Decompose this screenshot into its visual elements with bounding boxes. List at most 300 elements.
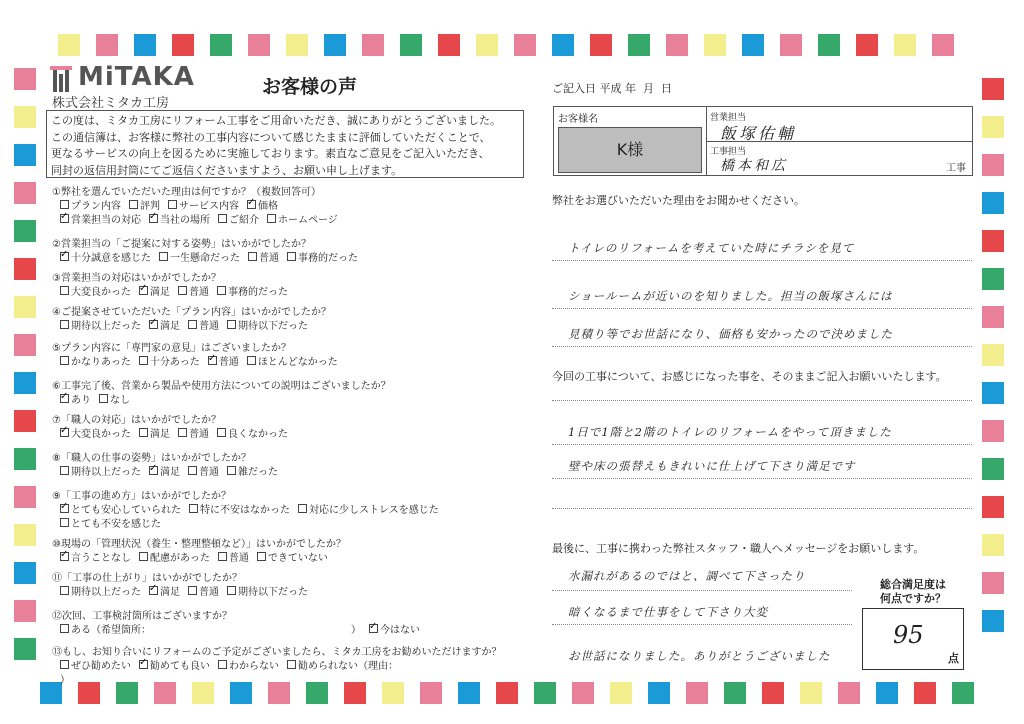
checkbox-icon[interactable] (267, 214, 276, 223)
option[interactable] (60, 552, 131, 566)
option[interactable] (248, 252, 279, 266)
border-square (982, 534, 1004, 556)
intro-line: この通信簿は、お客様に弊社の工事内容について感じたままに評価していただくことで、 (51, 130, 491, 144)
question-text: ⑤プラン内容に「専門家の意見」はございましたか？ (52, 343, 291, 354)
question-11 (52, 572, 552, 600)
option-label: 特に不安はなかった (200, 505, 290, 516)
border-square (14, 600, 36, 622)
intro-line: 更なるサービスの向上を図るために実施しております。素直なご意見をご記入いただき、 (51, 147, 490, 160)
question-text: ③営業担当の対応はいかがでしたか？ (52, 273, 221, 284)
border-square (14, 638, 36, 660)
option[interactable] (60, 624, 151, 638)
border-square (14, 106, 36, 128)
option[interactable] (257, 552, 328, 566)
option[interactable] (218, 660, 279, 674)
option[interactable] (149, 586, 180, 600)
option-label: とても不安を感じた (71, 519, 161, 530)
option[interactable] (60, 518, 161, 532)
option[interactable] (60, 214, 141, 228)
option-label: 満足 (150, 287, 170, 298)
option-label: わからない (229, 661, 279, 672)
option-label: 十分あった (149, 357, 200, 368)
border-square (14, 486, 36, 508)
option[interactable] (149, 214, 210, 228)
checkbox-icon[interactable] (247, 356, 256, 365)
checkbox-icon[interactable] (248, 252, 257, 261)
option[interactable] (188, 586, 219, 600)
border-square (14, 448, 36, 470)
checked-box-icon[interactable] (247, 200, 256, 209)
border-square (982, 496, 1004, 518)
date-day-unit: 日 (661, 82, 672, 95)
option-label: 価格 (258, 201, 278, 212)
handwritten-line: 1日で1階と2階のトイレのリフォームをやって頂きました (568, 425, 892, 439)
option-row (52, 252, 552, 266)
customer-label: お客様名 (558, 114, 598, 125)
question-5 (52, 342, 552, 370)
border-square (14, 68, 36, 90)
option-label: 勧めても良い (150, 661, 210, 672)
option[interactable] (287, 252, 358, 266)
option-label: 営業担当の対応 (71, 215, 141, 226)
option-label: 満足 (160, 321, 180, 332)
option-label: 期待以下だった (238, 587, 308, 598)
company-logo (50, 62, 210, 110)
option-row (52, 624, 552, 638)
option-row (52, 518, 552, 532)
option[interactable] (60, 286, 131, 300)
option[interactable] (60, 356, 131, 370)
border-square (648, 682, 670, 704)
option[interactable] (60, 660, 131, 674)
border-square (14, 296, 36, 318)
work-suffix: 工事 (946, 163, 966, 174)
border-square (552, 34, 574, 56)
option-label: 期待以上だった (71, 467, 141, 478)
option[interactable] (247, 200, 278, 214)
option-label: 普通 (199, 467, 219, 478)
customer-name: K様 (558, 127, 702, 173)
option-label: 配慮があった (150, 553, 210, 564)
work-name: 橋本和広 (720, 158, 788, 174)
option-label: 普通 (189, 429, 209, 440)
question-text: ⑪「工事の仕上がり」はいかがでしたか？ (52, 573, 242, 584)
border-square (982, 116, 1004, 138)
option[interactable] (60, 320, 141, 334)
checkbox-icon[interactable] (60, 356, 69, 365)
option-label: 事務的だった (228, 287, 288, 298)
option[interactable] (217, 428, 288, 442)
section-heading: 今回の工事について、お感じになった事を、そのままご記入お願いいたします。 (552, 370, 947, 383)
option[interactable] (178, 428, 209, 442)
sales-label: 営業担当 (710, 113, 747, 123)
checked-box-icon[interactable] (60, 552, 69, 561)
border-square (610, 682, 632, 704)
option-row (52, 504, 552, 518)
option-label: 普通 (228, 553, 249, 564)
option-label: 普通 (218, 357, 239, 368)
option[interactable] (369, 624, 420, 638)
option-row (52, 394, 552, 408)
option-label: 期待以上だった (71, 587, 141, 598)
option-label: 普通 (199, 587, 219, 598)
option-label: 満足 (160, 587, 180, 598)
border-square (572, 682, 594, 704)
checkbox-icon[interactable] (218, 552, 227, 561)
checked-box-icon[interactable] (60, 394, 69, 403)
page-title: お客様の声 (262, 76, 358, 98)
checkbox-icon[interactable] (60, 200, 69, 209)
option-label: 普通 (259, 253, 279, 264)
question-1 (52, 186, 552, 228)
checkbox-icon[interactable] (60, 518, 69, 527)
question-10 (52, 538, 552, 566)
score-label-line: 何点ですか？ (880, 592, 946, 605)
checkbox-icon[interactable] (60, 286, 69, 295)
border-square (14, 144, 36, 166)
border-square (762, 682, 784, 704)
question-text: ⑥工事完了後、営業から製品や使用方法についての説明はございましたか？ (52, 381, 391, 392)
checkbox-icon[interactable] (287, 252, 296, 261)
option[interactable] (218, 214, 259, 228)
question-text: ⑦「職人の対応」はいかがでしたか？ (52, 415, 221, 426)
option-label: 大変良かった (71, 287, 131, 298)
option[interactable] (139, 286, 170, 300)
option-label: 当社の場所 (160, 215, 210, 226)
option-label: 勧められない（理由： (298, 661, 398, 672)
checkbox-icon[interactable] (60, 660, 69, 669)
checkbox-icon[interactable] (159, 252, 168, 261)
option-label: 対応に少しストレスを感じた (309, 505, 439, 516)
question-13 (52, 646, 552, 688)
option[interactable] (351, 624, 361, 638)
question-8 (52, 452, 552, 480)
option-label: 大変良かった (71, 429, 131, 440)
option-label: 普通 (199, 321, 219, 332)
option-label: プラン内容 (71, 201, 121, 212)
logo-brand: MiTAKA (78, 62, 195, 92)
checkbox-icon[interactable] (139, 356, 148, 365)
option[interactable] (60, 252, 151, 266)
option[interactable] (159, 252, 240, 266)
border-square (590, 34, 612, 56)
option-label: なし (110, 395, 130, 406)
sales-name: 飯塚佑輔 (720, 124, 797, 143)
border-square (476, 34, 498, 56)
checkbox-icon[interactable] (139, 428, 148, 437)
checked-box-icon[interactable] (208, 356, 217, 365)
border-square (780, 34, 802, 56)
option[interactable] (60, 466, 141, 480)
question-4 (52, 306, 552, 334)
option-row (52, 286, 552, 300)
option[interactable] (178, 286, 209, 300)
border-square (982, 154, 1004, 176)
logo-company: 株式会社ミタカ工房 (52, 96, 170, 111)
option[interactable] (60, 504, 181, 518)
option[interactable] (218, 552, 249, 566)
handwritten-line: お世話になりました。ありがとうございました (568, 649, 831, 663)
score-label-line: 総合満足度は (880, 578, 946, 591)
border-square (58, 34, 80, 56)
checkbox-icon[interactable] (218, 660, 227, 669)
question-12 (52, 610, 552, 638)
option[interactable] (287, 660, 398, 674)
option[interactable] (60, 428, 131, 442)
option-label: 普通 (189, 287, 209, 298)
border-square (982, 458, 1004, 480)
border-square (362, 34, 384, 56)
border-square (952, 682, 974, 704)
border-square (982, 268, 1004, 290)
entry-date (552, 80, 672, 96)
option[interactable] (60, 394, 91, 408)
option[interactable] (227, 466, 278, 480)
option[interactable] (149, 320, 180, 334)
border-square (96, 34, 118, 56)
ruled-line (552, 308, 972, 309)
border-square (400, 34, 422, 56)
checkbox-icon[interactable] (60, 586, 69, 595)
intro-line: 同封の返信用封筒にてご返信くださいますよう、お願い申し上げます。 (51, 163, 403, 177)
checkbox-icon[interactable] (60, 320, 69, 329)
ruled-line (552, 478, 972, 479)
option-row (52, 356, 552, 370)
option[interactable] (149, 466, 180, 480)
option-label: 一生懸命だった (170, 253, 240, 264)
score-label (862, 578, 964, 606)
border-square (894, 34, 916, 56)
question-9 (52, 490, 552, 532)
option-label: 今はない (380, 625, 420, 636)
option[interactable] (139, 552, 210, 566)
option-label: サービス内容 (179, 201, 239, 212)
option-label: ぜひ勧めたい (71, 661, 131, 672)
checkbox-icon[interactable] (189, 504, 198, 513)
border-square (14, 372, 36, 394)
checkbox-icon[interactable] (178, 286, 187, 295)
option[interactable] (168, 200, 239, 214)
border-square (982, 420, 1004, 442)
checked-box-icon[interactable] (149, 320, 158, 329)
border-square (982, 192, 1004, 214)
border-square (800, 682, 822, 704)
border-square (286, 34, 308, 56)
option[interactable] (139, 660, 210, 674)
option-label: あり (71, 395, 91, 406)
border-square (14, 182, 36, 204)
date-year-unit: 年 (625, 82, 636, 95)
border-square (818, 34, 840, 56)
score-unit: 点 (948, 652, 959, 665)
option-label: 事務的だった (298, 253, 358, 264)
border-square (210, 34, 232, 56)
option-label: とても安心していられた (71, 505, 181, 516)
option-label: 満足 (150, 429, 170, 440)
handwritten-line: 水漏れがあるのではと、調べて下さったり (568, 569, 806, 583)
checkbox-icon[interactable] (168, 200, 177, 209)
option[interactable] (227, 320, 308, 334)
border-square (982, 306, 1004, 328)
option[interactable] (188, 466, 219, 480)
option[interactable] (139, 356, 200, 370)
checked-box-icon[interactable] (149, 586, 158, 595)
option[interactable] (298, 504, 439, 518)
checkbox-icon[interactable] (217, 286, 226, 295)
option[interactable] (60, 200, 121, 214)
border-square (14, 334, 36, 356)
option[interactable] (189, 504, 290, 518)
checked-box-icon[interactable] (139, 660, 148, 669)
border-square (982, 610, 1004, 632)
border-square (14, 524, 36, 546)
border-square (856, 34, 878, 56)
ruled-line (552, 260, 972, 261)
border-square (932, 34, 954, 56)
checked-box-icon[interactable] (139, 286, 148, 295)
checkbox-icon[interactable] (257, 552, 266, 561)
question-text: ⑬もし、お知り合いにリフォームのご予定がございましたら、ミタカ工房をお勧めいただけますか？ (52, 647, 502, 658)
option-label: 満足 (160, 467, 180, 478)
question-3 (52, 272, 552, 300)
option-label: 評判 (140, 201, 160, 212)
question-text: ②営業担当の「ご提案に対する姿勢」はいかがでしたか？ (52, 239, 311, 250)
checkbox-icon[interactable] (99, 394, 108, 403)
option-label: ほとんどなかった (257, 357, 338, 368)
option-label: できていない (267, 553, 328, 564)
border-square (14, 258, 36, 280)
score-value: 95 (893, 621, 924, 649)
checked-box-icon[interactable] (60, 252, 69, 261)
ruled-line (552, 444, 972, 445)
ruled-line (552, 346, 972, 347)
handwritten-line: ショールームが近いのを知りました。担当の飯塚さんには (568, 289, 893, 303)
checkbox-icon[interactable] (298, 504, 307, 513)
handwritten-line: 見積り等でお世話になり、価格も安かったので決めました (568, 327, 893, 341)
checkbox-icon[interactable] (188, 466, 197, 475)
checked-box-icon[interactable] (60, 504, 69, 513)
checked-box-icon[interactable] (149, 214, 158, 223)
border-square (172, 34, 194, 56)
section-heading: 弊社をお選びいただいた理由をお聞かせください。 (552, 194, 805, 207)
option-row (52, 200, 552, 214)
checkbox-icon[interactable] (60, 466, 69, 475)
intro-box (46, 110, 524, 178)
checked-box-icon[interactable] (369, 624, 378, 633)
customer-box (553, 106, 973, 176)
checkbox-icon[interactable] (227, 466, 236, 475)
date-month-unit: 月 (643, 82, 654, 95)
border-square (838, 682, 860, 704)
border-square (982, 230, 1004, 252)
option-label: 期待以下だった (238, 321, 308, 332)
option-label: かなりあった (71, 357, 131, 368)
option-label: ホームページ (278, 215, 338, 226)
option[interactable] (60, 674, 70, 688)
option-label: 言うことなし (71, 553, 131, 564)
score-box (862, 608, 964, 670)
option-label: ） (60, 675, 70, 686)
border-square (666, 34, 688, 56)
border-square (982, 344, 1004, 366)
border-square (14, 220, 36, 242)
border-square (982, 572, 1004, 594)
option-label: 良くなかった (228, 429, 288, 440)
option[interactable] (247, 356, 338, 370)
border-square (248, 34, 270, 56)
ruled-line (552, 508, 972, 509)
border-square (876, 682, 898, 704)
checkbox-icon[interactable] (287, 660, 296, 669)
option[interactable] (188, 320, 219, 334)
checkbox-icon[interactable] (227, 320, 236, 329)
checkbox-icon[interactable] (178, 428, 187, 437)
question-6 (52, 380, 552, 408)
handwritten-line: トイレのリフォームを考えていた時にチラシを見て (568, 241, 855, 255)
intro-line: この度は、ミタカ工房にリフォーム工事をご用命いただき、誠にありがとうございました。 (51, 114, 502, 127)
checkbox-icon[interactable] (218, 214, 227, 223)
handwritten-line: 暗くなるまで仕事をして下さり大変 (568, 605, 768, 619)
option-row (52, 214, 552, 228)
question-text: ⑫次回、工事検討箇所はございますか？ (52, 611, 232, 622)
checkbox-icon[interactable] (188, 586, 197, 595)
border-square (982, 382, 1004, 404)
option-label: ） (351, 625, 361, 636)
checked-box-icon[interactable] (149, 466, 158, 475)
checked-box-icon[interactable] (60, 214, 69, 223)
option[interactable] (99, 394, 130, 408)
checkbox-icon[interactable] (217, 428, 226, 437)
option-row (52, 660, 552, 688)
border-square (514, 34, 536, 56)
option-row (52, 428, 552, 442)
border-square (982, 78, 1004, 100)
option[interactable] (139, 428, 170, 442)
option-row (52, 586, 552, 600)
question-text: ⑩現場の「管理状況（養生・整理整頓など）」はいかがでしたか？ (52, 539, 346, 550)
option[interactable] (60, 586, 141, 600)
date-era: 平成 (599, 82, 622, 95)
option-label: ご紹介 (229, 215, 259, 226)
border-square (742, 34, 764, 56)
option[interactable] (227, 586, 308, 600)
option-label: ある（希望箇所： (71, 625, 151, 636)
option-row (52, 466, 552, 480)
checkbox-icon[interactable] (60, 624, 69, 633)
question-2 (52, 238, 552, 266)
border-square (686, 682, 708, 704)
section-heading: 最後に、工事に携わった弊社スタッフ・職人へメッセージをお願いします。 (552, 542, 925, 555)
checkbox-icon[interactable] (139, 552, 148, 561)
checkbox-icon[interactable] (129, 200, 138, 209)
handwritten-line: 壁や床の張替えもきれいに仕上げて下さり満足です (568, 459, 856, 473)
option[interactable] (267, 214, 338, 228)
border-square (14, 410, 36, 432)
checkbox-icon[interactable] (227, 586, 236, 595)
border-square (704, 34, 726, 56)
checkbox-icon[interactable] (188, 320, 197, 329)
ruled-line (552, 400, 972, 401)
question-7 (52, 414, 552, 442)
border-square (324, 34, 346, 56)
option[interactable] (217, 286, 288, 300)
checked-box-icon[interactable] (60, 428, 69, 437)
ruled-line (552, 624, 852, 625)
option[interactable] (208, 356, 239, 370)
border-square (724, 682, 746, 704)
date-label: ご記入日 (552, 82, 596, 95)
option-label: 十分誠意を感じた (71, 253, 151, 264)
